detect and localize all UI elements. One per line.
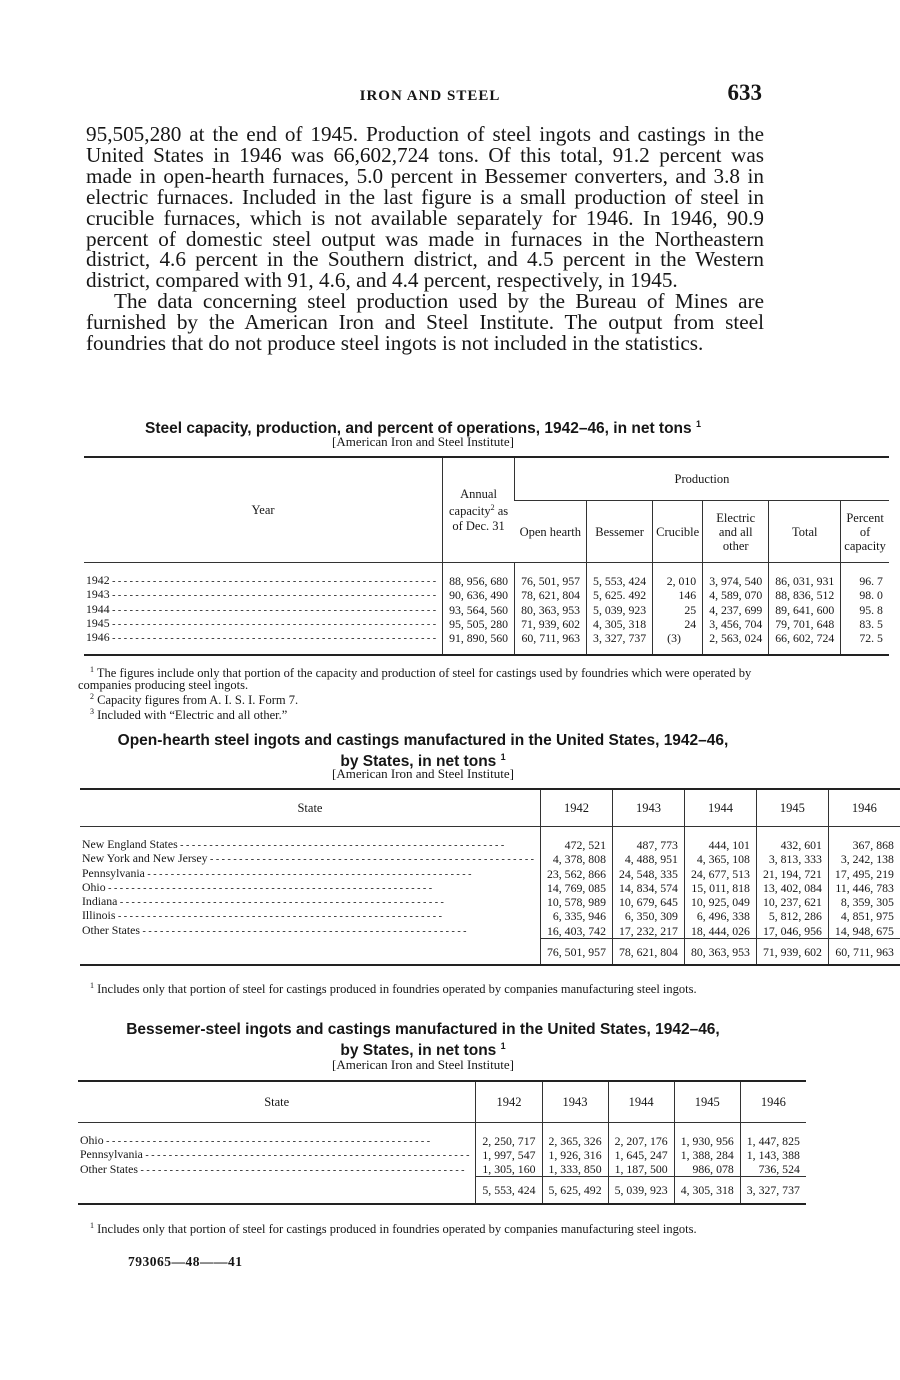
total-value: 80, 363, 953 [684,938,756,965]
col-1942: 1942 [540,789,612,827]
row-value: 1, 143, 388 [740,1148,806,1162]
table-row [84,588,889,602]
total-value: 4, 305, 318 [674,1177,740,1204]
col-bessemer: Bessemer [587,501,653,563]
table3-source: [American Iron and Steel Institute] [332,1057,514,1072]
row-capacity: 93, 564, 560 [443,603,515,617]
row-electric: 3, 974, 540 [703,563,769,589]
row-value: 21, 194, 721 [756,867,828,881]
col-electric: Electric and all other [703,501,769,563]
row-value: 6, 335, 946 [540,909,612,923]
row-value: 1, 388, 284 [674,1148,740,1162]
row-value: 1, 333, 850 [542,1163,608,1177]
row-year: 1942 - - - [86,574,436,588]
table-row [80,924,900,938]
row-value: 24, 548, 335 [612,867,684,881]
row-crucible: (3) [653,631,703,655]
row-value: 24, 677, 513 [684,867,756,881]
total-row [78,1177,806,1204]
running-title: IRON AND STEEL [359,88,501,104]
row-value: 10, 925, 049 [684,895,756,909]
row-capacity: 95, 505, 280 [443,617,515,631]
row-value: 6, 350, 309 [612,909,684,923]
col-1945: 1945 [756,789,828,827]
table2-source: [American Iron and Steel Institute] [332,766,514,781]
row-state: Pennsylvania - - - [82,867,534,881]
row-open-hearth: 78, 621, 804 [515,588,587,602]
row-crucible: 24 [653,617,703,631]
row-capacity: 90, 636, 490 [443,588,515,602]
col-1944: 1944 [684,789,756,827]
row-total: 88, 836, 512 [769,588,841,602]
row-value: 1, 305, 160 [476,1163,542,1177]
table-row [80,852,900,866]
paragraph-1: 95,505,280 at the end of 1945. Production of steel ingots and castings in the United States in 1946 was 66,602,724 tons. Of this total, 91.2 percent was made in open-hearth furnaces, 5.0 percent in Bessemer converters, and 3.8 in electric furnaces. Included in the last figure is a small production of steel in crucible furnaces, which is not available separately for 1946. In 1946, 90.9 percent of domestic steel output was made in furnaces in the Northeastern district, 4.6 percent in the Southern district, and 4.5 percent in the Western district, compared with 91, 4.6, and 4.4 percent, respectively, in 1945. [86,122,764,293]
row-state: Ohio - - - [80,1134,469,1148]
col-1946: 1946 [828,789,899,827]
row-total: 86, 031, 931 [769,563,841,589]
col-percent: Percent of capacity [841,501,889,563]
row-value: 736, 524 [740,1163,806,1177]
col-1946: 1946 [740,1081,806,1123]
col-1942: 1942 [476,1081,542,1123]
row-value: 2, 207, 176 [608,1123,674,1149]
row-electric: 2, 563, 024 [703,631,769,655]
row-state: Indiana - - - [82,895,534,909]
row-value: 367, 868 [828,827,899,853]
total-value: 78, 621, 804 [612,938,684,965]
row-open-hearth: 76, 501, 957 [515,563,587,589]
row-state: Illinois - - - [82,909,534,923]
row-bessemer: 4, 305, 318 [587,617,653,631]
row-state: New York and New Jersey - - - [82,852,534,866]
row-crucible: 2, 010 [653,563,703,589]
row-value: 2, 250, 717 [476,1123,542,1149]
running-head [0,80,860,110]
row-value: 1, 926, 316 [542,1148,608,1162]
total-value: 5, 553, 424 [476,1177,542,1204]
row-value: 986, 078 [674,1163,740,1177]
row-percent: 83. 5 [841,617,889,631]
col-total: Total [769,501,841,563]
total-value: 5, 625, 492 [542,1177,608,1204]
table-row [80,881,900,895]
row-bessemer: 5, 625. 492 [587,588,653,602]
row-electric: 4, 589, 070 [703,588,769,602]
row-open-hearth: 60, 711, 963 [515,631,587,655]
table-row [80,867,900,881]
row-value: 444, 101 [684,827,756,853]
steel-capacity-table [84,456,889,656]
table1-notes [78,664,768,721]
row-value: 17, 495, 219 [828,867,899,881]
row-value: 16, 403, 742 [540,924,612,938]
row-year: 1944 - - - [86,603,436,617]
row-capacity: 91, 890, 560 [443,631,515,655]
col-crucible: Crucible [653,501,703,563]
row-value: 4, 378, 808 [540,852,612,866]
row-year: 1946 - - - [86,631,436,645]
bessemer-table [78,1080,806,1205]
col-annual-capacity: Annual capacity$^2$ as of Dec. 31 [443,457,515,563]
table-row [84,617,889,631]
table-row [80,827,900,853]
row-year: 1943 - - - [86,588,436,602]
row-value: 2, 365, 326 [542,1123,608,1149]
row-bessemer: 5, 553, 424 [587,563,653,589]
print-code: 793065—48——41 [128,1254,243,1269]
total-value: 3, 327, 737 [740,1177,806,1204]
row-value: 1, 187, 500 [608,1163,674,1177]
row-state: Other States - - - [80,1163,469,1177]
total-value: 71, 939, 602 [756,938,828,965]
footnote: $^1$ Includes only that portion of steel for castings produced in foundries operated by companies manufacturing steel ingots. [90,1221,697,1237]
footnote: $^2$ Capacity figures from A. I. S. I. Form 7. [90,692,299,708]
row-electric: 4, 237, 699 [703,603,769,617]
col-1943: 1943 [612,789,684,827]
col-year: Year [84,457,443,563]
row-year: 1945 - - - [86,617,436,631]
table-row [80,909,900,923]
row-capacity: 88, 956, 680 [443,563,515,589]
row-value: 15, 011, 818 [684,881,756,895]
table3-title: Bessemer-steel ingots and castings manufactured in the United States, 1942–46, by States, in net tons $^1$ [126,1021,720,1060]
row-state: New England States - - - [82,838,534,852]
table-row [80,895,900,909]
row-value: 1, 645, 247 [608,1148,674,1162]
row-value: 14, 834, 574 [612,881,684,895]
row-state: Pennsylvania - - - [80,1148,469,1162]
row-value: 3, 813, 333 [756,852,828,866]
row-value: 8, 359, 305 [828,895,899,909]
row-value: 1, 447, 825 [740,1123,806,1149]
table-row [78,1163,806,1177]
table-row [78,1148,806,1162]
col-open-hearth: Open hearth [515,501,587,563]
row-value: 17, 232, 217 [612,924,684,938]
table-row [84,631,889,655]
col-state: State [78,1081,476,1123]
paragraph-2: The data concerning steel production used by the Bureau of Mines are furnished by the American Iron and Steel Institute. The output from steel foundries that do not produce steel ingots is not included in the statistics. [86,289,764,356]
row-value: 3, 242, 138 [828,852,899,866]
total-value: 5, 039, 923 [608,1177,674,1204]
row-value: 10, 679, 645 [612,895,684,909]
footnote: $^1$ Includes only that portion of steel for castings produced in foundries operated by companies manufacturing steel ingots. [90,981,697,997]
open-hearth-table [80,788,900,966]
col-state: State [80,789,540,827]
row-value: 14, 948, 675 [828,924,899,938]
row-value: 14, 769, 085 [540,881,612,895]
col-1944: 1944 [608,1081,674,1123]
table2-notes [78,980,768,995]
row-open-hearth: 71, 939, 602 [515,617,587,631]
row-total: 89, 641, 600 [769,603,841,617]
row-value: 4, 488, 951 [612,852,684,866]
table-row [78,1123,806,1149]
total-value: 76, 501, 957 [540,938,612,965]
row-value: 18, 444, 026 [684,924,756,938]
row-state: Other States - - - [82,924,534,938]
row-percent: 96. 7 [841,563,889,589]
row-crucible: 25 [653,603,703,617]
row-bessemer: 5, 039, 923 [587,603,653,617]
row-value: 11, 446, 783 [828,881,899,895]
row-total: 79, 701, 648 [769,617,841,631]
row-state: Ohio - - - [82,881,534,895]
table1-title: Steel capacity, production, and percent of operations, 1942–46, in net tons $^1$ [145,419,701,438]
row-value: 17, 046, 956 [756,924,828,938]
page-number: 633 [727,80,762,105]
row-value: 23, 562, 866 [540,867,612,881]
table1-title-footnote: 1 [695,419,701,429]
col-production: Production [515,457,889,501]
row-value: 4, 365, 108 [684,852,756,866]
row-value: 432, 601 [756,827,828,853]
total-value: 60, 711, 963 [828,938,899,965]
row-percent: 95. 8 [841,603,889,617]
table2-title: Open-hearth steel ingots and castings manufactured in the United States, 1942–46, by States, in net tons $^1$ [117,732,729,771]
table-row [84,563,889,589]
col-1945: 1945 [674,1081,740,1123]
row-bessemer: 3, 327, 737 [587,631,653,655]
row-value: 10, 578, 989 [540,895,612,909]
row-percent: 98. 0 [841,588,889,602]
row-value: 1, 997, 547 [476,1148,542,1162]
row-value: 4, 851, 975 [828,909,899,923]
row-total: 66, 602, 724 [769,631,841,655]
table-row [84,603,889,617]
col-1943: 1943 [542,1081,608,1123]
row-crucible: 146 [653,588,703,602]
body-text [86,124,764,354]
table3-notes [78,1220,768,1235]
row-percent: 72. 5 [841,631,889,655]
row-value: 487, 773 [612,827,684,853]
row-electric: 3, 456, 704 [703,617,769,631]
row-value: 1, 930, 956 [674,1123,740,1149]
row-value: 6, 496, 338 [684,909,756,923]
row-value: 5, 812, 286 [756,909,828,923]
footnote: $^1$ The figures include only that portion of the capacity and production of steel for castings used by foundries which were operated by companies producing steel ingots. [78,665,752,693]
row-value: 10, 237, 621 [756,895,828,909]
row-value: 13, 402, 084 [756,881,828,895]
row-open-hearth: 80, 363, 953 [515,603,587,617]
row-value: 472, 521 [540,827,612,853]
total-row [80,938,900,965]
table1-source: [American Iron and Steel Institute] [332,434,514,449]
footnote: $^3$ Included with “Electric and all other.” [90,707,288,723]
